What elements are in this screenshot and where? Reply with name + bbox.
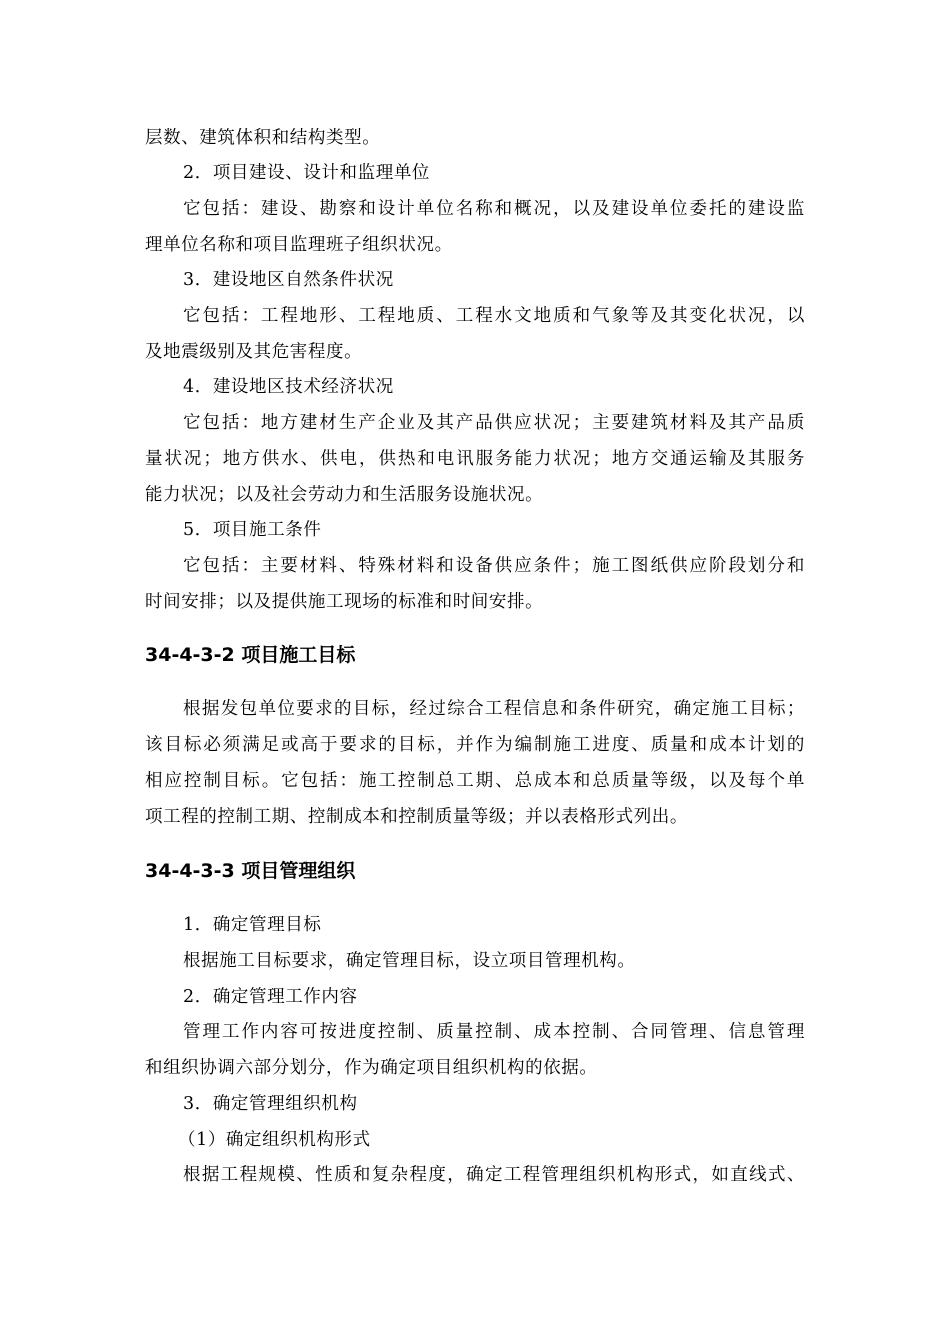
list-item-heading: 3．建设地区自然条件状况 bbox=[183, 270, 394, 290]
list-item-heading: 2．项目建设、设计和监理单位 bbox=[183, 163, 431, 183]
paragraph-line: 量状况；地方供水、供电，供热和电讯服务能力状况；地方交通运输及其服务 bbox=[145, 449, 805, 469]
list-item-heading: 5．项目施工条件 bbox=[183, 520, 322, 540]
paragraph-line: 它包括：地方建材生产企业及其产品供应状况；主要建筑材料及其产品质 bbox=[183, 413, 805, 433]
section-heading: 34-4-3-3 项目管理组织 bbox=[145, 860, 356, 882]
paragraph-line: 该目标必须满足或高于要求的目标，并作为编制施工进度、质量和成本计划的 bbox=[145, 735, 805, 755]
paragraph-line: 它包括：主要材料、特殊材料和设备供应条件；施工图纸供应阶段划分和 bbox=[183, 556, 805, 576]
list-item-subheading: （1）确定组织机构形式 bbox=[178, 1130, 371, 1150]
paragraph-line: 及地震级别及其危害程度。 bbox=[145, 342, 363, 362]
paragraph-line: 它包括：工程地形、工程地质、工程水文地质和气象等及其变化状况，以 bbox=[183, 306, 805, 326]
section-heading: 34-4-3-2 项目施工目标 bbox=[145, 644, 356, 666]
list-item-heading: 3．确定管理组织机构 bbox=[183, 1094, 358, 1114]
paragraph-line: 相应控制目标。它包括：施工控制总工期、总成本和总质量等级，以及每个单 bbox=[145, 771, 805, 791]
paragraph-line: 管理工作内容可按进度控制、质量控制、成本控制、合同管理、信息管理 bbox=[183, 1022, 805, 1042]
paragraph-line: 时间安排；以及提供施工现场的标准和时间安排。 bbox=[145, 592, 544, 612]
list-item-heading: 4．建设地区技术经济状况 bbox=[183, 377, 394, 397]
paragraph-line: 和组织协调六部分划分，作为确定项目组织机构的依据。 bbox=[145, 1058, 598, 1078]
paragraph-line: 根据工程规模、性质和复杂程度，确定工程管理组织机构形式，如直线式、 bbox=[183, 1165, 805, 1185]
paragraph-line: 能力状况；以及社会劳动力和生活服务设施状况。 bbox=[145, 485, 544, 505]
paragraph-line: 根据发包单位要求的目标，经过综合工程信息和条件研究，确定施工目标； bbox=[183, 699, 805, 719]
paragraph-line: 它包括：建设、勘察和设计单位名称和概况，以及建设单位委托的建设监 bbox=[183, 199, 805, 219]
paragraph-line: 项工程的控制工期、控制成本和控制质量等级；并以表格形式列出。 bbox=[145, 807, 688, 827]
list-item-heading: 1．确定管理目标 bbox=[183, 915, 322, 935]
paragraph-line: 根据施工目标要求，确定管理目标，设立项目管理机构。 bbox=[183, 951, 636, 971]
paragraph-line: 层数、建筑体积和结构类型。 bbox=[145, 128, 381, 148]
list-item-heading: 2．确定管理工作内容 bbox=[183, 987, 358, 1007]
paragraph-line: 理单位名称和项目监理班子组织状况。 bbox=[145, 235, 453, 255]
